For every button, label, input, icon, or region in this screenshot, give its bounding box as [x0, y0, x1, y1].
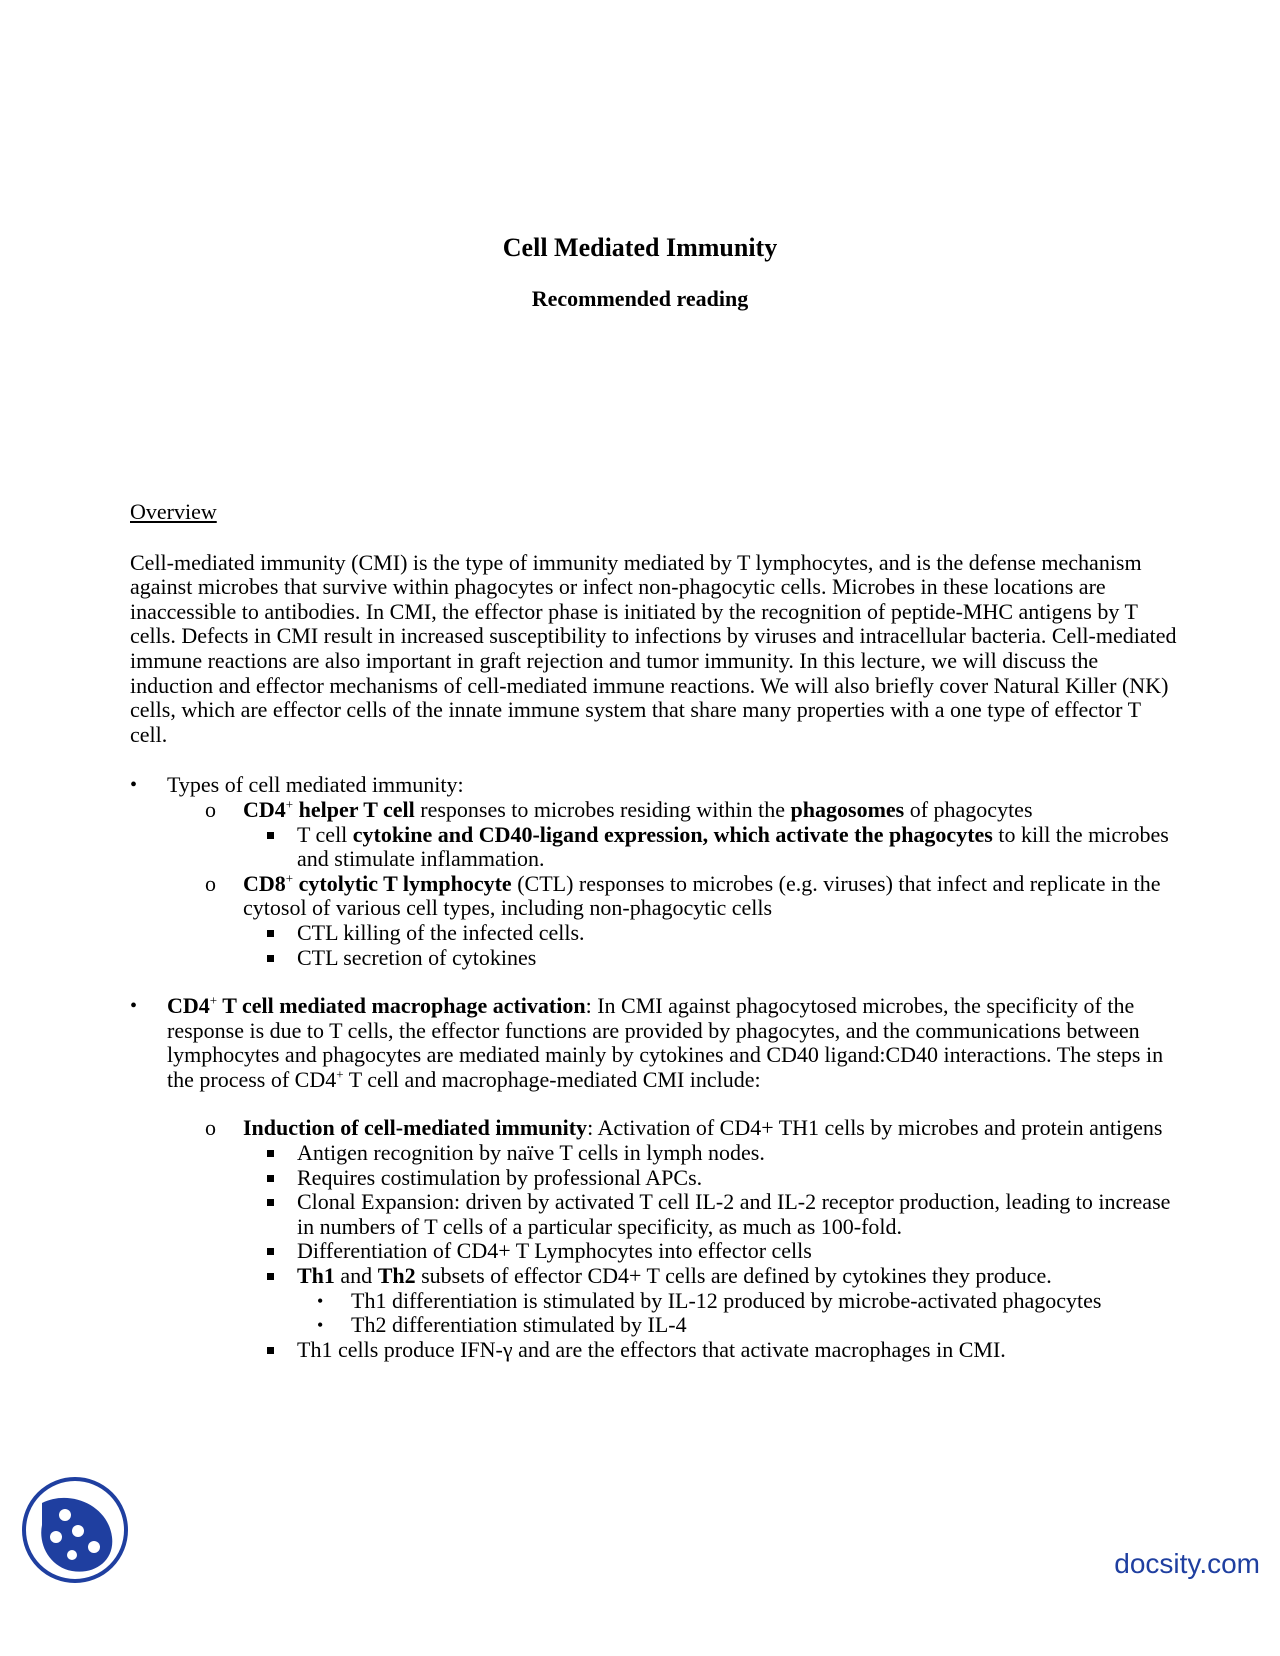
cd4-text-end: of phagocytes	[904, 796, 1033, 822]
list-item	[243, 823, 1180, 872]
list-item-cd8	[130, 872, 1180, 970]
th-sublist	[297, 1289, 1180, 1338]
list-item-types	[130, 773, 1180, 970]
th-text: subsets of effector CD4+ T cells are defined by cytokines they produce.	[415, 1263, 1052, 1289]
cd4-phagosomes: phagosomes	[790, 796, 905, 822]
docsity-logo-icon	[20, 1475, 130, 1585]
list-item: • Th2 differentiation stimulated by IL-4	[297, 1313, 1180, 1338]
induction-sublist	[130, 1141, 1180, 1362]
list-item-macrophage	[130, 994, 1180, 1362]
macro-label: CD4	[167, 993, 210, 1019]
induction-bold: Induction of cell-mediated immunity	[243, 1115, 588, 1141]
cd4-bold: helper T cell	[293, 796, 415, 822]
cd4-text: responses to microbes residing within the	[414, 796, 791, 822]
cd8-bold: cytolytic T lymphocyte	[293, 870, 512, 896]
macro-sup2: +	[336, 1066, 344, 1082]
types-intro: Types of cell mediated immunity:	[167, 772, 464, 798]
macro-text: : In CMI against phagocytosed microbes, the specificity of the response is due to T cells, the effector functions are provided by phagocytes, and the communications between lymphocytes and phagocytes are mediated mainly by cytokines and CD40 ligand:CD40 interactions. The steps in the process of CD4	[167, 993, 1164, 1092]
docsity-brand[interactable]: docsity.com	[1114, 1548, 1260, 1579]
th2-bold: Th2	[377, 1263, 416, 1289]
macro-text-end: T cell and macrophage-mediated CMI include:	[343, 1066, 761, 1092]
main-list	[130, 773, 1180, 1362]
th-and: and	[334, 1263, 378, 1289]
overview-paragraph: Cell-mediated immunity (CMI) is the type of immunity mediated by T lymphocytes, and is the defense mechanism against microbes that survive within phagocytes or infect non-phagocytic cells. Microbes in these locations are inaccessible to antibodies. In CMI, the effector phase is initiated by the recognition of peptide-MHC antigens by T cells. Defects in CMI result in increased susceptibility to infections by viruses and intracellular bacteria. Cell-mediated immune reactions are also important in graft rejection and tumor immunity. In this lecture, we will discuss the induction and effector mechanisms of cell-mediated immune reactions. We will also briefly cover Natural Killer (NK) cells, which are effector cells of the innate immune system that share many properties with a one type of effector T cell.	[130, 549, 1177, 747]
list-item: CTL killing of the infected cells.	[243, 921, 1180, 946]
cd4-sub-text-end: to kill the microbes and stimulate inflammation.	[297, 821, 1169, 872]
macro-bold: T cell mediated macrophage activation	[217, 993, 586, 1019]
list-item: • Th1 differentiation is stimulated by IL-12 produced by microbe-activated phagocytes	[297, 1289, 1180, 1314]
overview-heading: Overview	[130, 499, 217, 524]
list-item: Th1 cells produce IFN-γ and are the effectors that activate macrophages in CMI.	[243, 1338, 1180, 1363]
page-title: Cell Mediated Immunity	[502, 233, 778, 262]
cd8-sublist	[130, 921, 1180, 970]
cd4-sub-text: T cell	[297, 821, 353, 847]
cd8-label: CD8	[243, 870, 286, 896]
macrophage-sublist	[167, 1116, 1180, 1362]
list-item-induction	[130, 1116, 1180, 1362]
types-sublist	[167, 798, 1180, 970]
list-item: Differentiation of CD4+ T Lymphocytes into effector cells	[243, 1239, 1180, 1264]
page-subtitle: Recommended reading	[531, 286, 749, 311]
list-item-cd4	[130, 798, 1180, 872]
list-item: CTL secretion of cytokines	[243, 946, 1180, 971]
th1-bold: Th1	[297, 1263, 335, 1289]
cd8-text: (CTL) responses to microbes (e.g. viruses) that infect and replicate in the cytosol of various cell types, including non-phagocytic cells	[243, 870, 1161, 921]
list-item-th-subsets	[243, 1264, 1180, 1338]
list-item: Clonal Expansion: driven by activated T cell IL-2 and IL-2 receptor production, leading to increase in numbers of T cells of a particular specificity, as much as 100-fold.	[243, 1190, 1180, 1239]
cd4-sup: +	[285, 796, 294, 812]
induction-text: : Activation of CD4+ TH1 cells by microbes and protein antigens	[587, 1115, 1163, 1141]
cd4-label: CD4	[243, 796, 286, 822]
cd4-sublist	[130, 823, 1180, 872]
cd8-sup: +	[285, 870, 294, 886]
list-item: Requires costimulation by professional APCs.	[243, 1166, 1180, 1191]
cd4-sub-bold: cytokine and CD40-ligand expression, which activate the phagocytes	[352, 821, 993, 847]
list-item: Antigen recognition by naïve T cells in lymph nodes.	[243, 1141, 1180, 1166]
document-body	[130, 500, 1180, 1362]
macro-sup: +	[209, 992, 218, 1008]
